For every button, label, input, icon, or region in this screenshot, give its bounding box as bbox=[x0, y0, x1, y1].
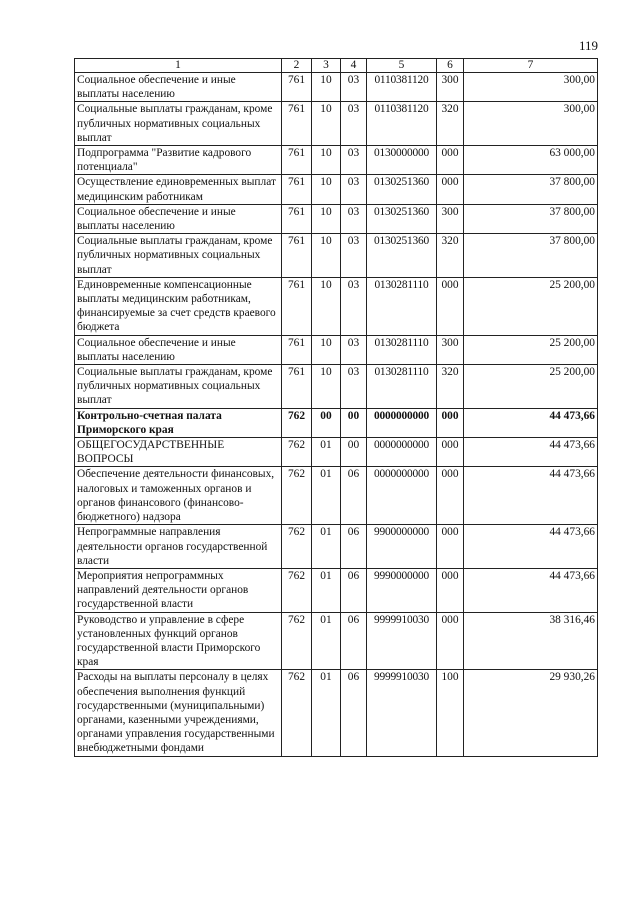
row-target-code: 0110381120 bbox=[367, 102, 437, 146]
row-subsection-code: 06 bbox=[341, 568, 367, 612]
row-amount: 25 200,00 bbox=[464, 277, 598, 335]
table-row bbox=[75, 525, 598, 569]
row-expense-type: 000 bbox=[437, 277, 464, 335]
row-section-code: 10 bbox=[312, 175, 341, 204]
row-target-code: 0000000000 bbox=[367, 467, 437, 525]
row-target-code: 0130251360 bbox=[367, 234, 437, 278]
row-target-code: 9999910030 bbox=[367, 612, 437, 670]
row-name: Мероприятия непрограммных направлений деятельности органов государственной власти bbox=[75, 568, 282, 612]
row-name: Социальное обеспечение и иные выплаты населению bbox=[75, 335, 282, 364]
row-section-code: 01 bbox=[312, 612, 341, 670]
row-admin-code: 761 bbox=[282, 204, 312, 233]
row-target-code: 0130251360 bbox=[367, 204, 437, 233]
table-row bbox=[75, 670, 598, 756]
row-admin-code: 761 bbox=[282, 234, 312, 278]
row-amount: 37 800,00 bbox=[464, 204, 598, 233]
row-expense-type: 320 bbox=[437, 234, 464, 278]
row-name: Подпрограмма "Развитие кадрового потенциала" bbox=[75, 146, 282, 175]
row-expense-type: 300 bbox=[437, 73, 464, 102]
row-amount: 37 800,00 bbox=[464, 234, 598, 278]
row-amount: 300,00 bbox=[464, 102, 598, 146]
row-expense-type: 300 bbox=[437, 335, 464, 364]
row-name: Контрольно-счетная палата Приморского края bbox=[75, 408, 282, 437]
row-section-code: 10 bbox=[312, 335, 341, 364]
row-amount: 25 200,00 bbox=[464, 335, 598, 364]
table-row bbox=[75, 175, 598, 204]
table-row bbox=[75, 467, 598, 525]
table-row bbox=[75, 234, 598, 278]
row-subsection-code: 03 bbox=[341, 73, 367, 102]
row-amount: 44 473,66 bbox=[464, 438, 598, 467]
row-subsection-code: 06 bbox=[341, 525, 367, 569]
row-target-code: 0130281110 bbox=[367, 365, 437, 409]
row-subsection-code: 06 bbox=[341, 467, 367, 525]
row-section-code: 10 bbox=[312, 204, 341, 233]
row-subsection-code: 06 bbox=[341, 612, 367, 670]
row-subsection-code: 00 bbox=[341, 438, 367, 467]
row-admin-code: 761 bbox=[282, 102, 312, 146]
table-row bbox=[75, 438, 598, 467]
row-name: Обеспечение деятельности финансовых, налоговых и таможенных органов и органов финансового (финансово-бюджетного) надзора bbox=[75, 467, 282, 525]
table-row bbox=[75, 365, 598, 409]
row-admin-code: 761 bbox=[282, 335, 312, 364]
row-section-code: 10 bbox=[312, 146, 341, 175]
table-row bbox=[75, 408, 598, 437]
row-admin-code: 761 bbox=[282, 73, 312, 102]
row-expense-type: 000 bbox=[437, 146, 464, 175]
row-amount: 37 800,00 bbox=[464, 175, 598, 204]
row-section-code: 10 bbox=[312, 365, 341, 409]
row-target-code: 0130000000 bbox=[367, 146, 437, 175]
row-expense-type: 000 bbox=[437, 438, 464, 467]
row-section-code: 10 bbox=[312, 73, 341, 102]
col-header-5: 5 bbox=[367, 59, 437, 73]
row-amount: 44 473,66 bbox=[464, 525, 598, 569]
page-number: 119 bbox=[578, 38, 598, 53]
row-expense-type: 100 bbox=[437, 670, 464, 756]
table-row bbox=[75, 204, 598, 233]
row-subsection-code: 03 bbox=[341, 102, 367, 146]
row-admin-code: 762 bbox=[282, 568, 312, 612]
row-admin-code: 761 bbox=[282, 146, 312, 175]
row-subsection-code: 03 bbox=[341, 277, 367, 335]
row-expense-type: 000 bbox=[437, 467, 464, 525]
table-row bbox=[75, 73, 598, 102]
row-amount: 25 200,00 bbox=[464, 365, 598, 409]
row-expense-type: 000 bbox=[437, 175, 464, 204]
row-target-code: 0130281110 bbox=[367, 277, 437, 335]
row-target-code: 0130251360 bbox=[367, 175, 437, 204]
table-body bbox=[75, 73, 598, 757]
row-admin-code: 762 bbox=[282, 670, 312, 756]
row-admin-code: 762 bbox=[282, 467, 312, 525]
col-header-4: 4 bbox=[341, 59, 367, 73]
row-target-code: 0000000000 bbox=[367, 408, 437, 437]
row-subsection-code: 03 bbox=[341, 146, 367, 175]
row-amount: 38 316,46 bbox=[464, 612, 598, 670]
row-expense-type: 000 bbox=[437, 525, 464, 569]
row-section-code: 01 bbox=[312, 467, 341, 525]
row-name: Социальное обеспечение и иные выплаты населению bbox=[75, 73, 282, 102]
row-expense-type: 000 bbox=[437, 612, 464, 670]
row-admin-code: 761 bbox=[282, 365, 312, 409]
row-section-code: 00 bbox=[312, 408, 341, 437]
row-target-code: 0110381120 bbox=[367, 73, 437, 102]
row-admin-code: 762 bbox=[282, 525, 312, 569]
row-subsection-code: 03 bbox=[341, 335, 367, 364]
table-row bbox=[75, 146, 598, 175]
row-name: Непрограммные направления деятельности органов государственной власти bbox=[75, 525, 282, 569]
row-name: Социальное обеспечение и иные выплаты населению bbox=[75, 204, 282, 233]
row-name: Социальные выплаты гражданам, кроме публичных нормативных социальных выплат bbox=[75, 234, 282, 278]
row-section-code: 01 bbox=[312, 438, 341, 467]
row-subsection-code: 03 bbox=[341, 204, 367, 233]
row-subsection-code: 00 bbox=[341, 408, 367, 437]
row-amount: 44 473,66 bbox=[464, 467, 598, 525]
row-section-code: 01 bbox=[312, 670, 341, 756]
row-admin-code: 762 bbox=[282, 408, 312, 437]
row-name: ОБЩЕГОСУДАРСТВЕННЫЕ ВОПРОСЫ bbox=[75, 438, 282, 467]
table-row bbox=[75, 568, 598, 612]
row-amount: 300,00 bbox=[464, 73, 598, 102]
row-name: Социальные выплаты гражданам, кроме публичных нормативных социальных выплат bbox=[75, 102, 282, 146]
row-subsection-code: 03 bbox=[341, 175, 367, 204]
col-header-2: 2 bbox=[282, 59, 312, 73]
row-amount: 44 473,66 bbox=[464, 568, 598, 612]
row-target-code: 9999910030 bbox=[367, 670, 437, 756]
row-admin-code: 761 bbox=[282, 277, 312, 335]
col-header-7: 7 bbox=[464, 59, 598, 73]
row-amount: 29 930,26 bbox=[464, 670, 598, 756]
row-subsection-code: 03 bbox=[341, 365, 367, 409]
row-subsection-code: 06 bbox=[341, 670, 367, 756]
col-header-1: 1 bbox=[75, 59, 282, 73]
row-name: Единовременные компенсационные выплаты медицинским работникам, финансируемые за счет средств краевого бюджета bbox=[75, 277, 282, 335]
row-name: Осуществление единовременных выплат медицинским работникам bbox=[75, 175, 282, 204]
row-section-code: 10 bbox=[312, 277, 341, 335]
row-target-code: 9900000000 bbox=[367, 525, 437, 569]
row-name: Руководство и управление в сфере установленных функций органов государственной власти Приморского края bbox=[75, 612, 282, 670]
row-section-code: 01 bbox=[312, 525, 341, 569]
row-amount: 63 000,00 bbox=[464, 146, 598, 175]
row-target-code: 0000000000 bbox=[367, 438, 437, 467]
row-section-code: 10 bbox=[312, 102, 341, 146]
header-row bbox=[75, 59, 598, 73]
table-row bbox=[75, 335, 598, 364]
row-admin-code: 762 bbox=[282, 438, 312, 467]
row-admin-code: 762 bbox=[282, 612, 312, 670]
row-subsection-code: 03 bbox=[341, 234, 367, 278]
row-target-code: 9990000000 bbox=[367, 568, 437, 612]
row-expense-type: 320 bbox=[437, 365, 464, 409]
row-expense-type: 000 bbox=[437, 568, 464, 612]
row-admin-code: 761 bbox=[282, 175, 312, 204]
row-target-code: 0130281110 bbox=[367, 335, 437, 364]
row-section-code: 01 bbox=[312, 568, 341, 612]
budget-table bbox=[74, 58, 598, 757]
table-row bbox=[75, 612, 598, 670]
table-row bbox=[75, 102, 598, 146]
col-header-6: 6 bbox=[437, 59, 464, 73]
row-name: Расходы на выплаты персоналу в целях обеспечения выполнения функций государственными (муниципальными) органами, казенными учреждениями, органами управления государственными внебюджетными фондами bbox=[75, 670, 282, 756]
table-row bbox=[75, 277, 598, 335]
row-section-code: 10 bbox=[312, 234, 341, 278]
row-expense-type: 300 bbox=[437, 204, 464, 233]
col-header-3: 3 bbox=[312, 59, 341, 73]
row-expense-type: 320 bbox=[437, 102, 464, 146]
row-amount: 44 473,66 bbox=[464, 408, 598, 437]
row-name: Социальные выплаты гражданам, кроме публичных нормативных социальных выплат bbox=[75, 365, 282, 409]
row-expense-type: 000 bbox=[437, 408, 464, 437]
